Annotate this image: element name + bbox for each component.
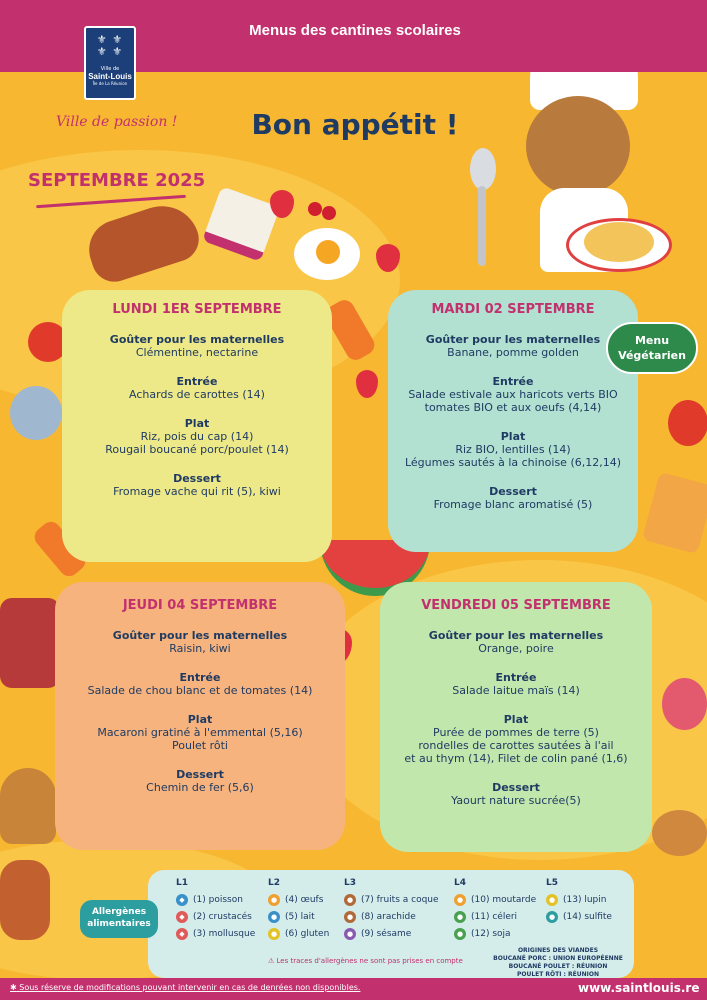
steak-icon xyxy=(0,598,60,688)
allergen-column-head: L5 xyxy=(546,878,558,888)
dessert-label: Dessert xyxy=(492,781,540,794)
spoon-handle-icon xyxy=(478,186,486,266)
dessert-label: Dessert xyxy=(173,472,221,485)
day-title: LUNDI 1ER SEPTEMBRE xyxy=(112,302,282,317)
page-footer xyxy=(0,978,707,1000)
sulfite-icon: ● xyxy=(546,911,558,923)
origins-title: ORIGINES DES VIANDES xyxy=(517,947,599,954)
plat-value: Poulet rôti xyxy=(172,739,228,752)
fish-icon xyxy=(10,386,62,440)
gouter-value: Banane, pomme golden xyxy=(447,346,579,359)
egg-yolk-icon xyxy=(316,240,340,264)
greeting-heading: Bon appétit ! xyxy=(251,108,459,141)
burger-icon xyxy=(0,768,56,844)
allergen-item xyxy=(454,891,536,908)
mollusc-icon: ◆ xyxy=(176,928,188,940)
allergen-item xyxy=(268,908,329,925)
dessert-value: Chemin de fer (5,6) xyxy=(146,781,254,794)
allergen-text: (13) lupin xyxy=(563,894,607,905)
mustard-icon: ● xyxy=(454,894,466,906)
menu-card-tuesday xyxy=(388,290,638,552)
allergen-label xyxy=(80,900,158,938)
soy-icon: ● xyxy=(454,928,466,940)
dessert-label: Dessert xyxy=(489,485,537,498)
disclaimer xyxy=(10,983,360,992)
hotdog-icon xyxy=(0,860,50,940)
sesame-icon: ● xyxy=(344,928,356,940)
tomato-icon xyxy=(668,400,707,446)
gouter-value: Raisin, kiwi xyxy=(169,642,231,655)
cookie-icon xyxy=(652,810,707,856)
origin-line: BOUCANÉ POULET : RÉUNION xyxy=(508,963,608,970)
plat-label: Plat xyxy=(187,713,213,726)
dessert-label: Dessert xyxy=(176,768,224,781)
peanut-icon: ● xyxy=(344,911,356,923)
allergen-text: (14) sulfite xyxy=(563,911,612,922)
egg-icon: ● xyxy=(268,894,280,906)
cherry-icon xyxy=(322,206,336,220)
allergen-text: (1) poisson xyxy=(193,894,243,905)
allergen-text: (9) sésame xyxy=(361,928,412,939)
logo-name: Saint-Louis xyxy=(88,72,132,81)
day-title: MARDI 02 SEPTEMBRE xyxy=(431,302,595,317)
allergen-item xyxy=(344,925,439,942)
gouter-label: Goûter pour les maternelles xyxy=(425,333,601,346)
dessert-value: Yaourt nature sucrée(5) xyxy=(451,794,581,807)
origin-line: POULET RÔTI : RÉUNION xyxy=(516,971,600,978)
plat-label: Plat xyxy=(503,713,529,726)
plat-value: Riz BIO, lentilles (14) xyxy=(455,443,571,456)
fleur-de-lis-icon: ⚜ ⚜ ⚜ ⚜ xyxy=(96,33,124,58)
allergen-item xyxy=(176,891,255,908)
strawberry-icon xyxy=(356,370,378,398)
gouter-value: Orange, poire xyxy=(478,642,554,655)
disclaimer-text: Sous réserve de modifications pouvant intervenir en cas de denrées non disponibles. xyxy=(19,983,361,992)
menu-card-thursday xyxy=(55,582,345,850)
plat-label: Plat xyxy=(184,417,210,430)
allergen-column-l2 xyxy=(268,878,329,942)
logo-subtitle: Île de La Réunion xyxy=(92,81,128,86)
plat-value: Macaroni gratiné à l'emmental (5,16) xyxy=(97,726,303,739)
allergen-text: (8) arachide xyxy=(361,911,416,922)
fish-icon: ◆ xyxy=(176,894,188,906)
gouter-label: Goûter pour les maternelles xyxy=(112,629,288,642)
logo-ville: Ville de xyxy=(100,66,120,72)
entree-value: Achards de carottes (14) xyxy=(129,388,265,401)
allergen-item xyxy=(546,891,612,908)
allergen-text: (5) lait xyxy=(285,911,315,922)
traces-text: Les traces d'allergènes ne sont pas prises en compte xyxy=(276,957,463,965)
dessert-value: Fromage vache qui rit (5), kiwi xyxy=(113,485,281,498)
allergen-text: (12) soja xyxy=(471,928,511,939)
gouter-label: Goûter pour les maternelles xyxy=(428,629,604,642)
allergen-column-l4 xyxy=(454,878,536,942)
allergen-column-head: L4 xyxy=(454,878,466,888)
plat-value: Purée de pommes de terre (5) xyxy=(433,726,599,739)
allergen-text: (4) œufs xyxy=(285,894,324,905)
entree-label: Entrée xyxy=(179,671,221,684)
day-title: JEUDI 04 SEPTEMBRE xyxy=(122,598,278,613)
cherry-icon xyxy=(308,202,322,216)
page-title: Menus des cantines scolaires xyxy=(249,22,461,39)
allergen-item xyxy=(454,908,536,925)
month-heading: SEPTEMBRE 2025 xyxy=(28,170,206,191)
crustacean-icon: ◆ xyxy=(176,911,188,923)
allergen-label-line1: Allergènes xyxy=(91,907,147,917)
chef-face-icon xyxy=(526,96,630,196)
entree-label: Entrée xyxy=(176,375,218,388)
entree-value: Salade laitue maïs (14) xyxy=(452,684,580,697)
allergen-column-l1 xyxy=(176,878,255,942)
allergen-text: (6) gluten xyxy=(285,928,330,939)
pizza-slice-icon xyxy=(642,472,707,554)
allergen-column-l3 xyxy=(344,878,439,942)
meat-origins xyxy=(488,947,628,979)
plat-value: Rougail boucané porc/poulet (14) xyxy=(105,443,289,456)
menu-card-friday xyxy=(380,582,652,852)
allergen-text: (3) mollusque xyxy=(193,928,256,939)
donut-icon xyxy=(662,678,707,730)
entree-value: Salade de chou blanc et de tomates (14) xyxy=(87,684,313,697)
allergen-item xyxy=(268,925,329,942)
lupin-icon: ● xyxy=(546,894,558,906)
allergen-item xyxy=(344,908,439,925)
vegetarian-badge-line1: Menu xyxy=(634,334,670,347)
allergen-text: (7) fruits a coque xyxy=(361,894,439,905)
allergen-item xyxy=(176,925,255,942)
allergen-text: (11) céleri xyxy=(471,911,518,922)
celery-icon: ● xyxy=(454,911,466,923)
entree-label: Entrée xyxy=(492,375,534,388)
traces-warning xyxy=(268,957,463,965)
allergen-column-l5 xyxy=(546,878,612,925)
wheat-icon: ● xyxy=(268,928,280,940)
allergen-item xyxy=(268,891,329,908)
gouter-value: Clémentine, nectarine xyxy=(135,346,259,359)
menu-card-monday xyxy=(62,290,332,562)
plat-value: Légumes sautés à la chinoise (6,12,14) xyxy=(404,456,622,469)
day-title: VENDREDI 05 SEPTEMBRE xyxy=(421,598,611,613)
allergen-column-head: L1 xyxy=(176,878,188,888)
plat-value: et au thym (14), Filet de colin pané (1,6) xyxy=(404,752,628,765)
allergen-column-head: L3 xyxy=(344,878,356,888)
spaghetti-icon xyxy=(584,222,654,262)
allergen-column-head: L2 xyxy=(268,878,280,888)
plat-value: rondelles de carottes sautées à l'ail xyxy=(418,739,614,752)
warning-icon: ⚠ xyxy=(268,957,275,965)
vegetarian-badge xyxy=(606,322,698,374)
allergen-label-line2: alimentaires xyxy=(87,919,151,929)
plat-label: Plat xyxy=(500,430,526,443)
entree-label: Entrée xyxy=(495,671,537,684)
nut-icon: ● xyxy=(344,894,356,906)
asterisk-icon: ✱ xyxy=(10,983,17,992)
vegetarian-badge-line2: Végétarien xyxy=(618,349,686,362)
allergen-text: (10) moutarde xyxy=(471,894,537,905)
allergen-item xyxy=(344,891,439,908)
milk-icon: ● xyxy=(268,911,280,923)
allergen-item xyxy=(176,908,255,925)
origin-line: BOUCANÉ PORC : UNION EUROPÉENNE xyxy=(493,955,623,962)
allergen-item xyxy=(454,925,536,942)
slogan: Ville de passion ! xyxy=(56,114,178,130)
plat-value: Riz, pois du cap (14) xyxy=(140,430,254,443)
entree-value: Salade estivale aux haricots verts BIO xyxy=(408,388,618,401)
gouter-label: Goûter pour les maternelles xyxy=(109,333,285,346)
website-link[interactable]: www.saintlouis.re xyxy=(578,981,700,995)
dessert-value: Fromage blanc aromatisé (5) xyxy=(433,498,593,511)
entree-value: tomates BIO et aux oeufs (4,14) xyxy=(424,401,602,414)
allergen-item xyxy=(546,908,612,925)
city-logo xyxy=(84,26,136,100)
allergen-text: (2) crustacés xyxy=(193,911,252,922)
